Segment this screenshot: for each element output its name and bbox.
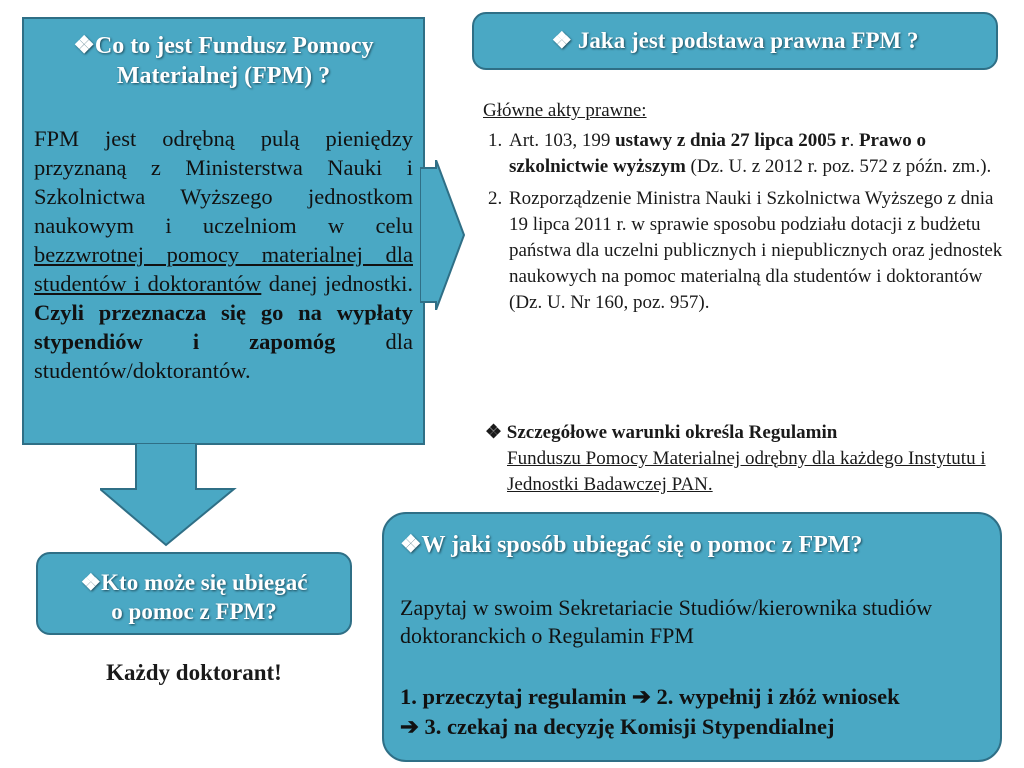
- bold-text: ustawy z dnia 27 lipca 2005 r: [615, 130, 850, 151]
- text-part: dla studentów/doktorantów.: [34, 329, 413, 383]
- how-to-apply-title: ❖W jaki sposób ubiegać się o pomoc z FPM?: [400, 532, 863, 558]
- fpm-definition-panel: [22, 17, 425, 445]
- step-3: 3. czekaj na decyzję Komisji Stypendialnej: [418, 714, 835, 739]
- legal-acts-heading: Główne akty prawne:: [483, 100, 647, 121]
- diamond-bullet-icon: ❖: [485, 422, 503, 443]
- text-part: FPM jest odrębną pulą pieniędzy przyznaną z Ministerstwa Nauki i Szkolnictwa Wyższego jednostkom naukowym i uczelniom w celu: [34, 126, 413, 238]
- application-steps: [400, 682, 1000, 742]
- title-line-1: ❖Co to jest Fundusz Pomocy: [73, 33, 374, 59]
- how-to-apply-panel: [382, 512, 1002, 762]
- arrow-down-icon: [100, 443, 260, 548]
- text-part: Rozporządzenie Ministra Nauki i Szkolnictwa Wyższego z dnia 19 lipca 2011 r. w sprawie sposobu podziału dotacji z budżetu państwa dla uczelni publicznych i niepublicznych oraz jednostek naukowych na pomoc materialną dla studentów i doktorantów (Dz. U. Nr 160, poz. 957).: [509, 188, 1003, 313]
- underlined-text: Funduszu Pomocy Materialnej odrębny dla każdego Instytutu i Jednostki Badawczej PAN.: [507, 448, 986, 495]
- text-part: Art. 103, 199: [509, 130, 616, 151]
- title-line-2: Materialnej (FPM) ?: [116, 63, 331, 89]
- answer-text: Każdy doktorant!: [106, 660, 282, 685]
- text-part: danej jednostki.: [261, 271, 413, 296]
- title-line-1: ❖Kto może się ubiegać: [80, 570, 308, 595]
- arrow-right-icon: [420, 160, 470, 310]
- arrow-icon: ➔: [400, 714, 419, 739]
- bold-text: Prawo o szkolnictwie wyższym: [509, 130, 926, 177]
- bold-text: Czyli przeznacza się go na wypłaty stypendiów i zapomóg: [34, 300, 413, 354]
- step-2: 2. wypełnij i złóż wniosek: [650, 684, 900, 709]
- text-part: .: [849, 130, 859, 151]
- detailed-conditions: [485, 420, 1005, 498]
- legal-basis-header: [472, 12, 998, 70]
- arrow-icon: ➔: [632, 684, 651, 709]
- who-can-apply-title: [38, 568, 350, 626]
- title-line-2: o pomoc z FPM?: [111, 599, 277, 624]
- list-item: [507, 186, 1003, 316]
- fpm-definition-text: [34, 124, 413, 385]
- legal-acts-list: [483, 98, 1003, 322]
- list-item: [507, 128, 1003, 180]
- who-can-apply-panel: [36, 552, 352, 635]
- bold-text: Szczegółowe warunki określa Regulamin: [506, 422, 838, 443]
- fpm-definition-title: [24, 31, 423, 91]
- text-part: (Dz. U. z 2012 r. poz. 572 z późn. zm.).: [685, 156, 992, 177]
- step-1: 1. przeczytaj regulamin: [400, 684, 633, 709]
- how-to-apply-text: Zapytaj w swoim Sekretariacie Studiów/kierownika studiów doktoranckich o Regulamin FPM: [400, 595, 933, 648]
- legal-basis-title: ❖ Jaka jest podstawa prawna FPM ?: [551, 28, 919, 53]
- underlined-text: bezzwrotnej pomocy materialnej dla studentów i doktorantów: [34, 242, 413, 296]
